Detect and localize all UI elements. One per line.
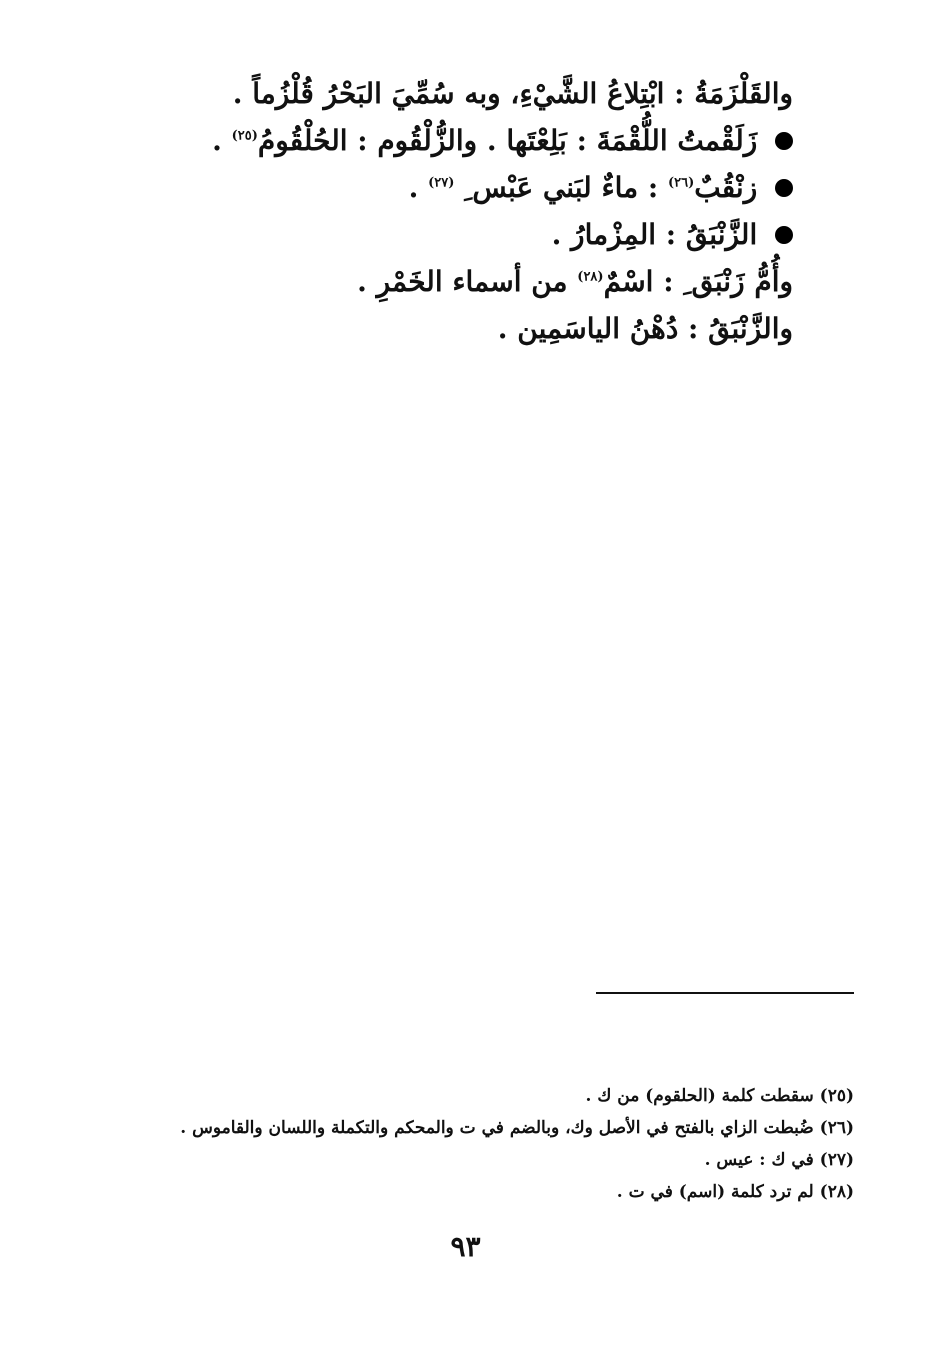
footnote-25: (٢٥) سقطت كلمة (الحلقوم) من ك . <box>585 1086 854 1106</box>
text-line-4 <box>273 211 793 258</box>
main-text-block <box>212 70 793 352</box>
footnote-28: (٢٨) لم ترد كلمة (اسم) في ت . <box>616 1182 854 1202</box>
line-tail: . <box>212 124 222 157</box>
footnote-27: (٢٧) في ك : عيس . <box>704 1150 854 1170</box>
line-tail: من أسماء الخَمْرِ . <box>357 265 568 298</box>
footnote-ref-25: (٢٥) <box>231 128 258 144</box>
line-tail: . <box>408 171 419 204</box>
line-text: الزَّنْبَقُ : المِزْمارُ . <box>551 218 758 251</box>
footnote-26: (٢٦) ضُبطت الزاي بالفتح في الأصل وك، وبالضم في ت والمحكم والتكملة واللسان والقاموس . <box>180 1118 854 1138</box>
line-text: وأُمُّ زَنْبَق ِ : اسْمٌ <box>603 265 793 298</box>
line-text: زنْقُبٌ <box>694 171 758 204</box>
bullet-icon <box>775 226 793 244</box>
text-line-1 <box>232 70 793 117</box>
page-number: ٩٣ <box>450 1230 481 1263</box>
text-line-5 <box>273 258 793 305</box>
footnote-ref-27: (٢٧) <box>428 175 455 191</box>
line-text: والقَلْزَمَةُ : ابْتِلاعُ الشَّيْءِ، وبه سُمِّيَ البَحْرُ قُلْزُماً . <box>232 77 793 110</box>
footnote-separator <box>596 992 854 994</box>
footnotes-block <box>114 1080 854 1208</box>
footnote-ref-26: (٢٦) <box>667 175 695 191</box>
text-line-3 <box>273 164 793 211</box>
bullet-icon <box>775 179 793 197</box>
line-text: والزَّنْبَقُ : دُهْنُ الياسَمِين . <box>497 312 793 345</box>
line-text: زَلَقْمتُ اللُّقْمَةَ : بَلِعْتَها . والزُّلْقُوم : الحُلْقُومُ <box>257 124 758 157</box>
line-mid: : ماءٌ لبَني عَبْس ِ <box>464 171 659 204</box>
text-line-6 <box>273 305 793 352</box>
bullet-icon <box>775 132 793 150</box>
footnote-ref-28: (٢٨) <box>577 269 604 285</box>
text-line-2 <box>212 117 793 164</box>
